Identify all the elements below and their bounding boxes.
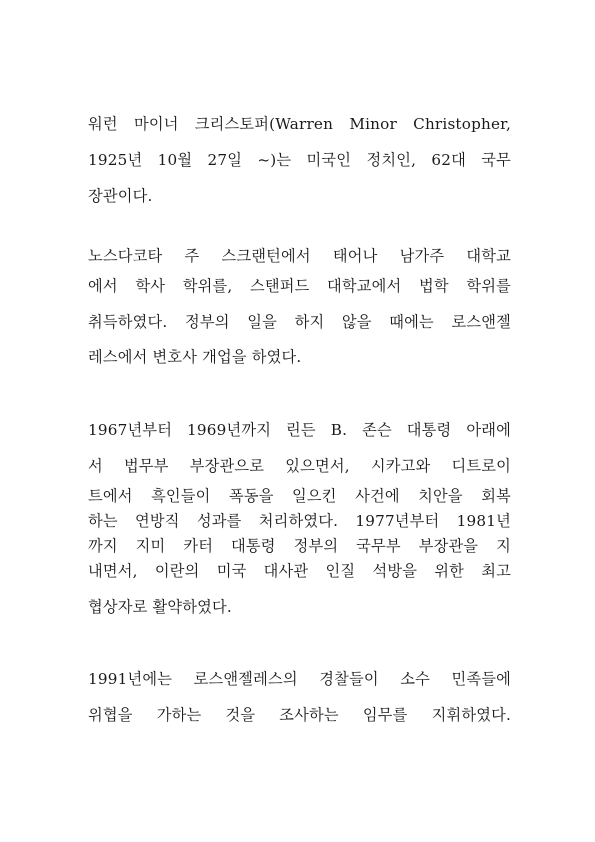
- paragraph-4-line-1: 1991년에는 로스앤젤레스의 경찰들이 소수 민족들에: [88, 670, 511, 688]
- paragraph-3-line-1: 1967년부터 1969년까지 린든 B. 존슨 대통령 아래에: [88, 421, 511, 439]
- paragraph-3-line-6: 내면서, 이란의 미국 대사관 인질 석방을 위한 최고: [88, 562, 511, 580]
- paragraph-2-line-2: 에서 학사 학위를, 스탠퍼드 대학교에서 법학 학위를: [88, 277, 511, 295]
- paragraph-3-line-2: 서 법무부 부장관으로 있으면서, 시카고와 디트로이: [88, 457, 511, 475]
- paragraph-3-line-5: 까지 지미 카터 대통령 정부의 국무부 부장관을 지: [88, 537, 511, 555]
- paragraph-1-line-1: 워런 마이너 크리스토퍼(Warren Minor Christopher,: [88, 115, 511, 133]
- paragraph-3-line-7: 협상자로 활약하였다.: [88, 598, 232, 616]
- paragraph-3-line-4: 하는 연방직 성과를 처리하였다. 1977년부터 1981년: [88, 512, 511, 530]
- paragraph-2-line-4: 레스에서 변호사 개업을 하였다.: [88, 348, 302, 366]
- paragraph-1-line-2: 1925년 10월 27일 ~)는 미국인 정치인, 62대 국무: [88, 151, 511, 169]
- paragraph-2-line-1: 노스다코타 주 스크랜턴에서 태어나 남가주 대학교: [88, 247, 511, 265]
- paragraph-1-line-3: 장관이다.: [88, 187, 153, 205]
- paragraph-3-line-3: 트에서 흑인들이 폭동을 일으킨 사건에 치안을 회복: [88, 487, 511, 505]
- paragraph-4-line-2: 위협을 가하는 것을 조사하는 임무를 지휘하였다.: [88, 706, 511, 724]
- paragraph-2-line-3: 취득하였다. 정부의 일을 하지 않을 때에는 로스앤젤: [88, 313, 511, 331]
